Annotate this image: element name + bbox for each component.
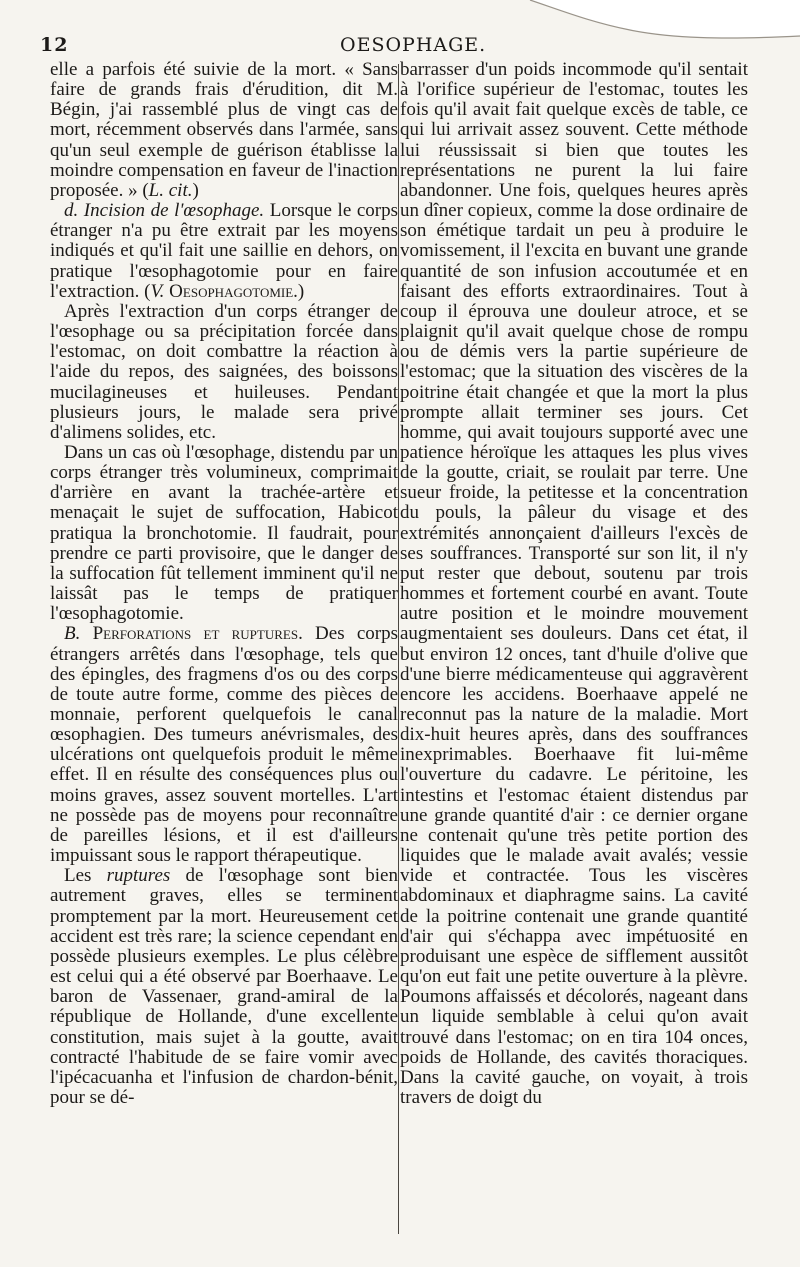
paragraph: Les ruptures de l'œsophage sont bien autrement graves, elles se terminent promptement par la mort. Heureusement cet accident est très rare; la science cependant en possède plusieurs exemples. Le plus célèbre est celui qui a été observé par Boerhaave. Le baron de Vassenaer, grand-amiral de la république de Hollande, d'une excellente constitution, mais sujet à la goutte, avait contracté l'habitude de se faire vomir avec l'ipécacuanha et l'infusion de chardon-bénit, pour se dé- bbox=[50, 865, 398, 1108]
paragraph: barrasser d'un poids incommode qu'il sentait à l'orifice supérieur de l'estomac, toutes les fois qu'il avait fait quelque excès de table, ce qui lui arrivait assez souvent. Cette méthode lui réussissait si bien que toutes les représentations ne purent la lui faire abandonner. Une fois, quelques heures après un dîner copieux, comme la dose ordinaire de son émétique tardait un peu à produire le vomissement, il l'excita en buvant une grande quantité de son infusion accoutumée et en faisant des efforts extraordinaires. Tout à coup il éprouva une douleur atroce, et se plaignit qu'il avait quelque chose de rompu ou de démis vers la partie supérieure de l'estomac; que la situation des viscères de la poitrine était changée et que la mort la plus prompte allait terminer ses jours. Cet homme, qui avait toujours supporté avec une patience héroïque les attaques les plus vives de la goutte, criait, se roulait par terre. Une sueur froide, la petitesse et la concentration du pouls, la pâleur du visage et des extrémités annonçaient d'ailleurs l'excès de ses souffrances. Transporté sur son lit, il n'y put rester que debout, soutenu par trois hommes et fortement courbé en avant. Toute autre position et le moindre mouvement augmentaient ses douleurs. Dans cet état, il but environ 12 onces, tant d'huile d'olive que d'une bierre médicamenteuse qui aggravèrent encore les accidens. Boerhaave appelé ne reconnut pas la nature de la maladie. Mort dix-huit heures après, dans des souffrances inexprimables. Boerhaave fit lui-même l'ouverture du cadavre. Le péritoine, les intestins et l'estomac étaient distendus par une grande quantité d'air : ce dernier organe ne contenait qu'une très petite portion des liquides que le malade avait avalés; vessie vide et contractée. Tous les viscères abdominaux et diaphragme sains. La cavité de la poitrine contenait une grande quantité d'air qui s'échappa avec impétuosité en produisant une espèce de sifflement aussitôt qu'on eut fait une petite ouverture à la plèvre. Poumons affaissés et décolorés, nageant dans un liquide semblable à celui qu'on avait trouvé dans l'estomac; on en tira 104 onces, poids de Hollande, des cavités thoraciques. Dans la cavité gauche, on voyait, à trois travers de doigt du bbox=[400, 59, 748, 1108]
left-column bbox=[50, 60, 398, 1108]
paragraph: elle a parfois été suivie de la mort. « Sans faire de grands frais d'érudition, dit M. Bégin, j'ai rassemblé plus de vingt cas de mort, récemment observés dans l'armée, sans qu'un seul exemple de guérison établisse la moindre compensation en faveur de l'inaction proposée. » (L. cit.) bbox=[50, 59, 398, 201]
paragraph: Dans un cas où l'œsophage, distendu par un corps étranger très volumineux, comprimait d'arrière en avant la trachée-artère et menaçait le sujet de suffocation, Habicot pratiqua la bronchotomie. Il faudrait, pour prendre ce parti provisoire, que le danger de la suffocation fût tellement imminent qu'il ne laissât pas le temps de pratiquer l'œsophagotomie. bbox=[50, 441, 398, 625]
paragraph: B. Perforations et ruptures. Des corps étrangers arrêtés dans l'œsophage, tels que des épingles, des fragmens d'os ou des corps de toute autre forme, comme des pièces de monnaie, perforent quelquefois le canal œsophagien. Des tumeurs anévrismales, des ulcérations ont quelquefois produit le même effet. Il en résulte des conséquences plus ou moins graves, assez souvent mortelles. L'art ne possède pas de moyens pour reconnaître de pareilles lésions, et il est d'ailleurs impuissant sous le rapport thérapeutique. bbox=[50, 623, 398, 867]
running-title: OESOPHAGE. bbox=[340, 34, 487, 56]
column-divider bbox=[398, 64, 399, 1234]
paragraph: Après l'extraction d'un corps étranger de l'œsophage ou sa précipitation forcée dans l'estomac, on doit combattre la réaction à l'aide du repos, des saignées, des boissons mucilagineuses et huileuses. Pendant plusieurs jours, le malade sera privé d'alimens solides, etc. bbox=[50, 300, 398, 443]
paragraph: d. Incision de l'œsophage. Lorsque le corps étranger n'a pu être extrait par les moyens indiqués et qu'il fait une saillie en dehors, on pratique l'œsophagotomie pour en faire l'extraction. (V. Oesophagotomie.) bbox=[50, 200, 398, 302]
page-number: 12 bbox=[40, 34, 69, 56]
right-column bbox=[400, 60, 748, 1108]
